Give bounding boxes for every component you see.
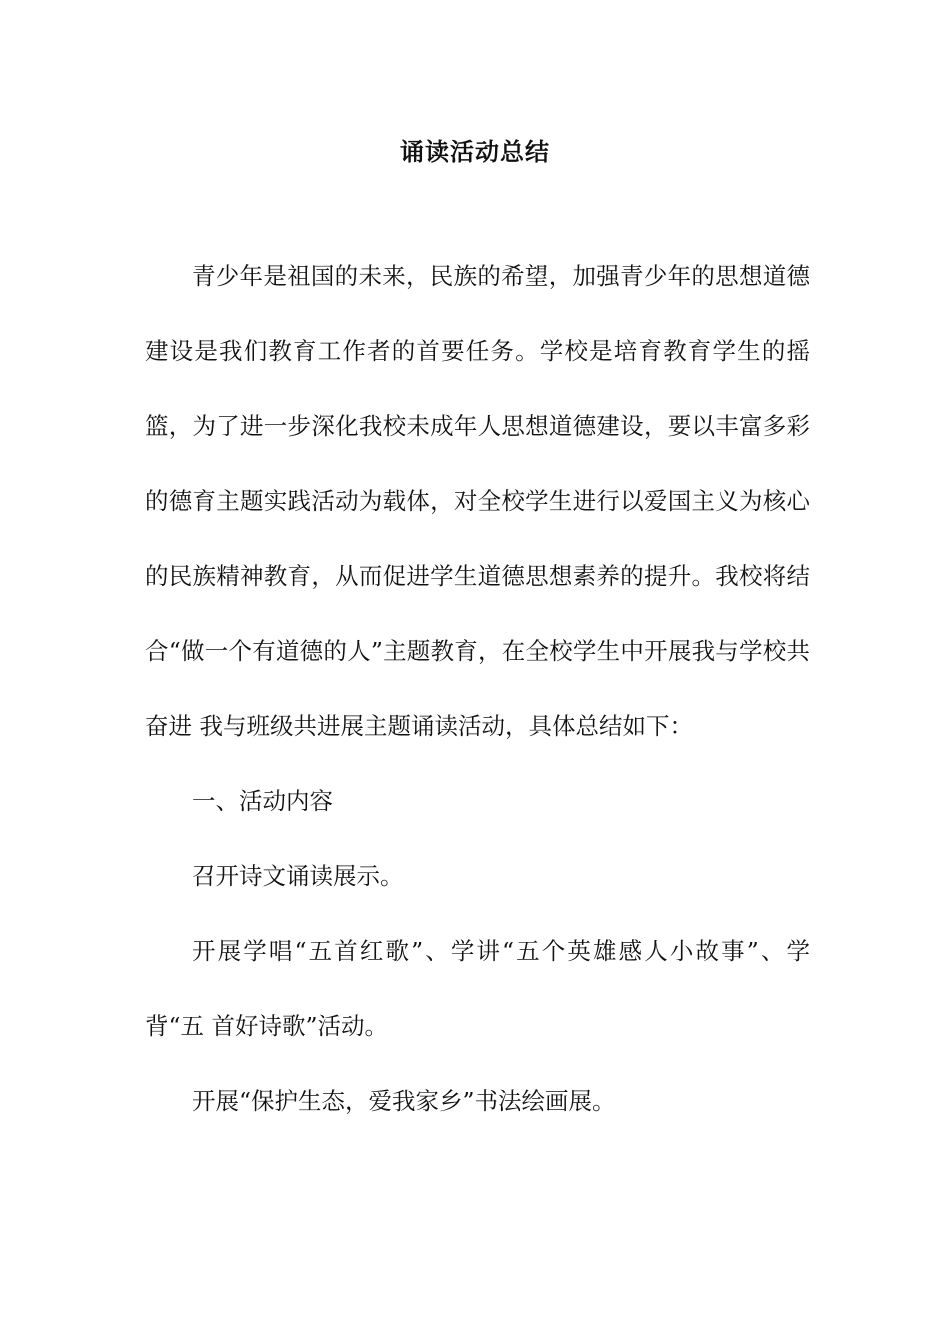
paragraph-item-2: 开展学唱“五首红歌”、学讲“五个英雄感人小故事”、学背“五 首好诗歌”活动。 xyxy=(145,937,810,1040)
section-heading-activity-content: 一、活动内容 xyxy=(192,787,333,815)
paragraph-item-3: 开展“保护生态，爱我家乡”书法绘画展。 xyxy=(192,1087,616,1115)
paragraph-item-1: 召开诗文诵读展示。 xyxy=(192,862,404,890)
document-title: 诵读活动总结 xyxy=(400,137,550,166)
document-body xyxy=(145,253,810,1153)
paragraph-intro: 青少年是祖国的未来，民族的希望，加强青少年的思想道德建设是我们教育工作者的首要任务。学校是培育教育学生的摇篮，为了进一步深化我校未成年人思想道德建设，要以丰富多彩的德育主题实践活动为载体，对全校学生进行以爱国主义为核心的民族精神教育，从而促进学生道德思想素养的提升。我校将结合“做一个有道德的人”主题教育，在全校学生中开展我与学校共奋进 我与班级共进展主题诵读活动，具体总结如下： xyxy=(145,262,810,740)
